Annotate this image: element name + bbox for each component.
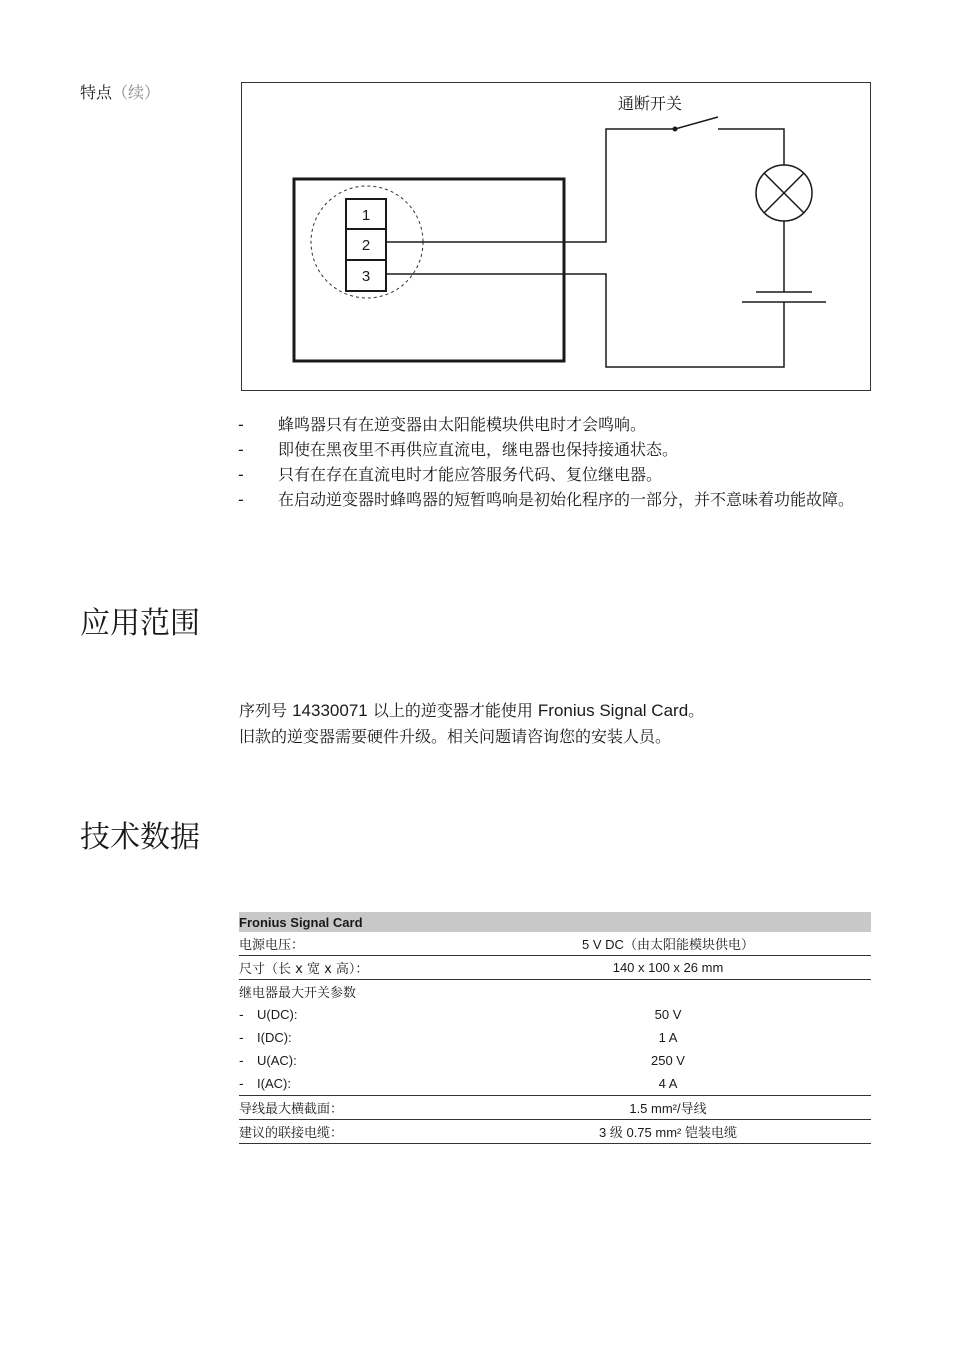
bullet-dash: - — [238, 440, 244, 459]
feature-bullet-list — [238, 412, 878, 512]
table-row-value: 4 A — [465, 1072, 871, 1096]
table-title: Fronius Signal Card — [239, 912, 871, 932]
table-row-label: 电源电压： — [239, 932, 465, 956]
application-paragraph — [239, 698, 704, 750]
table-row-value: 250 V — [651, 1053, 685, 1068]
table-header-row — [239, 912, 871, 932]
table-row-label: - I(DC): — [239, 1029, 292, 1046]
table-row — [239, 1096, 871, 1120]
application-heading: 应用范围 — [80, 606, 200, 641]
bullet-text: 即使在黑夜里不再供应直流电，继电器也保持接通状态。 — [278, 440, 679, 459]
table-row — [239, 1026, 871, 1049]
switch-blade — [675, 117, 718, 129]
table-row — [239, 932, 871, 956]
table-row — [239, 956, 871, 980]
table-row — [239, 980, 871, 1004]
table-row-label: - U(AC): — [239, 1052, 297, 1069]
wire-to-lamp — [718, 129, 784, 165]
list-item — [238, 437, 878, 462]
bullet-text: 在启动逆变器时蜂鸣器的短暂鸣响是初始化程序的一部分，并不意味着功能故障。 — [278, 490, 855, 509]
table-row-value: 1.5 mm²/导线 — [465, 1096, 871, 1120]
table-row-value: 1 A — [658, 1030, 678, 1045]
product-name: Fronius Signal Card — [537, 701, 689, 720]
wiring-diagram — [241, 82, 871, 391]
table-row — [239, 1072, 871, 1096]
pin-2-label: 2 — [361, 237, 371, 254]
list-item — [238, 412, 878, 437]
tech-data-heading: 技术数据 — [80, 820, 200, 855]
list-item — [238, 487, 878, 512]
table-row-label: 尺寸（长 x 宽 x 高）： — [239, 956, 465, 980]
application-line-2: 旧款的逆变器需要硬件升级。相关问题请咨询您的安装人员。 — [239, 727, 672, 746]
pin-1-label: 1 — [361, 207, 371, 224]
wire-pin2 — [386, 129, 674, 242]
table-row-value — [465, 980, 871, 1004]
table-row-value: 50 V — [654, 1007, 682, 1022]
bullet-dash: - — [238, 490, 244, 509]
tech-data-table — [239, 912, 871, 1144]
application-line-1: 序列号 14330071 以上的逆变器才能使用 Fronius Signal Card。 — [239, 701, 705, 720]
wire-return-pin3 — [386, 274, 784, 367]
table-row-value: 3 级 0.75 mm² 铠装电缆 — [465, 1120, 871, 1144]
table-row-label: 导线最大横截面： — [239, 1096, 465, 1120]
side-label-continued: （续） — [112, 83, 161, 102]
switch-label: 通断开关 — [618, 94, 683, 113]
table-row-value: 140 x 100 x 26 mm — [465, 956, 871, 980]
table-row-label: 继电器最大开关参数 — [239, 986, 357, 1001]
table-row — [239, 1003, 871, 1026]
bullet-text: 只有在存在直流电时才能应答服务代码、复位继电器。 — [278, 465, 663, 484]
side-label — [80, 80, 160, 103]
pin-3-label: 3 — [361, 268, 371, 285]
bullet-dash: - — [238, 415, 244, 434]
wiring-diagram-svg — [242, 83, 870, 390]
table-row-label: - I(AC): — [239, 1072, 465, 1096]
serial-number: 14330071 — [292, 701, 368, 720]
bullet-dash: - — [238, 465, 244, 484]
table-row — [239, 1049, 871, 1072]
list-item — [238, 462, 878, 487]
side-label-text: 特点 — [80, 83, 113, 102]
table-row — [239, 1120, 871, 1144]
bullet-text: 蜂鸣器只有在逆变器由太阳能模块供电时才会鸣响。 — [278, 415, 647, 434]
table-row-value: 5 V DC（由太阳能模块供电） — [465, 932, 871, 956]
table-row-label: 建议的联接电缆： — [239, 1120, 465, 1144]
table-row-label: - U(DC): — [239, 1006, 298, 1023]
signal-card-box — [294, 179, 564, 361]
